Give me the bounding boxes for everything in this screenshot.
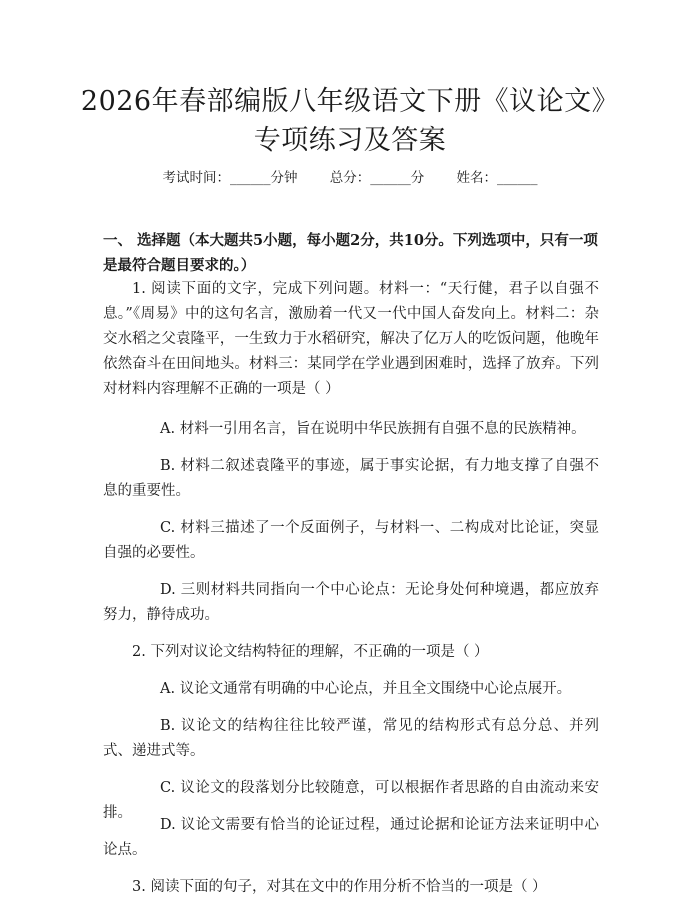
student-name-field: 姓名：______ [456, 170, 538, 186]
exam-info [0, 168, 700, 188]
total-score-field: 总分：______分 [329, 170, 425, 186]
section-heading: 一、 选择题（本大题共5小题，每小题2分，共10分。下列选项中，只有一项是最符合题目要求的。） [103, 232, 598, 274]
question-2-option-c: C. 议论文的段落划分比较随意，可以根据作者思路的自由流动来安排。 [103, 780, 599, 821]
question-2-stem: 2. 下列对议论文结构特征的理解，不正确的一项是（ ） [132, 644, 489, 660]
question-2-option-a: A. 议论文通常有明确的中心论点，并且全文围绕中心论点展开。 [160, 681, 572, 697]
question-1-option-c: C. 材料三描述了一个反面例子，与材料一、二构成对比论证，突显自强的必要性。 [103, 520, 599, 561]
question-1-option-d: D. 三则材料共同指向一个中心论点：无论身处何种境遇，都应放弃努力，静待成功。 [103, 582, 599, 623]
document-title-line-1: 2026年春部编版八年级语文下册《议论文》 [80, 86, 620, 117]
question-2-option-b: B. 议论文的结构往往比较严谨，常见的结构形式有总分总、并列式、递进式等。 [103, 718, 599, 759]
question-1-option-b: B. 材料二叙述袁隆平的事迹，属于事实论据，有力地支撑了自强不息的重要性。 [103, 458, 599, 499]
document-title-line-2: 专项练习及答案 [253, 125, 447, 156]
question-1-stem: 1. 阅读下面的文字，完成下列问题。材料一：“天行健，君子以自强不息。”《周易》中的这句名言，激励着一代又一代中国人奋发向上。材料二：杂交水稻之父袁隆平，一生致力于水稻研究，解决了亿万人的吃饭问题，他晚年依然奋斗在田间地头。材料三：某同学在学业遇到困难时，选择了放弃。下列对材料内容理解不正确的一项是（ ） [103, 281, 599, 397]
question-2-option-d: D. 议论文需要有恰当的论证过程，通过论据和论证方法来证明中心论点。 [103, 817, 599, 858]
question-3-stem: 3. 阅读下面的句子，对其在文中的作用分析不恰当的一项是（ ） [132, 879, 547, 895]
exam-time-field: 考试时间：______分钟 [162, 170, 298, 186]
question-1-option-a: A. 材料一引用名言，旨在说明中华民族拥有自强不息的民族精神。 [160, 421, 586, 437]
